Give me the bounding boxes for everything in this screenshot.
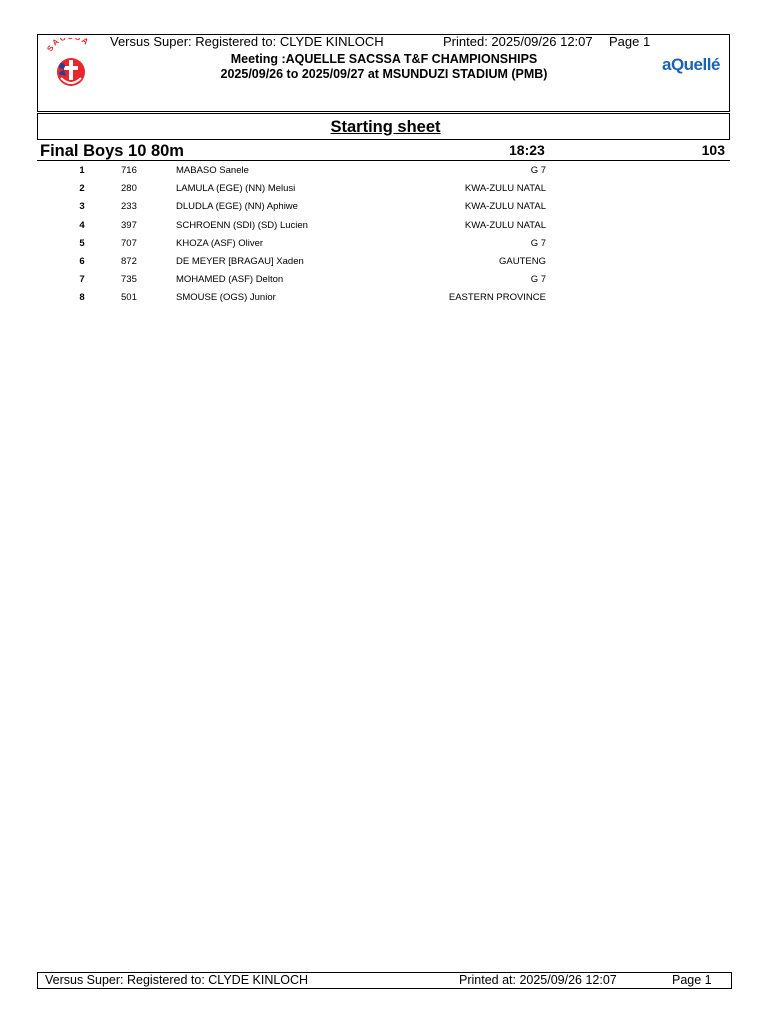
event-number: 103 xyxy=(701,142,725,158)
bib-number: 397 xyxy=(121,220,137,231)
team-name: G 7 xyxy=(530,238,546,249)
athlete-name: KHOZA (ASF) Oliver xyxy=(176,238,264,249)
entry-row xyxy=(0,274,768,292)
team-name: G 7 xyxy=(530,274,546,285)
bib-number: 735 xyxy=(121,274,137,285)
lane-number: 1 xyxy=(79,165,85,176)
footer-page: Page 1 xyxy=(672,973,712,987)
sheet-title: Starting sheet xyxy=(330,118,441,136)
entry-row xyxy=(0,256,768,274)
event-name: Final Boys 10 80m xyxy=(40,142,184,160)
aquelle-logo-text: aQuellé xyxy=(662,55,720,74)
sacssa-logo-text: SA A xyxy=(45,38,92,54)
team-name: KWA-ZULU NATAL xyxy=(464,220,546,231)
bib-number: 716 xyxy=(121,165,137,176)
bib-number: 501 xyxy=(121,292,137,303)
entry-row xyxy=(0,165,768,183)
athlete-name: DLUDLA (EGE) (NN) Aphiwe xyxy=(176,201,298,212)
bib-number: 233 xyxy=(121,201,137,212)
footer-registration: Versus Super: Registered to: CLYDE KINLOCH xyxy=(45,973,309,987)
entry-row xyxy=(0,220,768,238)
header-page: Page 1 xyxy=(609,34,651,49)
entry-row xyxy=(0,183,768,201)
team-name: KWA-ZULU NATAL xyxy=(464,183,546,194)
bib-number: 707 xyxy=(121,238,137,249)
lane-number: 5 xyxy=(79,238,85,249)
footer-box xyxy=(37,972,732,989)
athlete-name: DE MEYER [BRAGAU] Xaden xyxy=(176,256,304,267)
lane-number: 2 xyxy=(79,183,85,194)
lane-number: 7 xyxy=(79,274,85,285)
athlete-name: MOHAMED (ASF) Delton xyxy=(176,274,284,285)
header-printed: Printed: 2025/09/26 12:07 xyxy=(443,34,593,49)
bib-number: 280 xyxy=(121,183,137,194)
athlete-name: SCHROENN (SDI) (SD) Lucien xyxy=(176,220,308,231)
team-name: KWA-ZULU NATAL xyxy=(464,201,546,212)
entry-row xyxy=(0,292,768,310)
meeting-title: Meeting :AQUELLE SACSSA T&F CHAMPIONSHIPS xyxy=(230,52,538,66)
athlete-name: SMOUSE (OGS) Junior xyxy=(176,292,276,303)
svg-text:SACSSA xyxy=(45,38,91,53)
header-registration: Versus Super: Registered to: CLYDE KINLOCH xyxy=(110,34,384,49)
team-name: GAUTENG xyxy=(499,256,546,267)
team-name: G 7 xyxy=(530,165,546,176)
event-time: 18:23 xyxy=(509,142,545,158)
footer-printed: Printed at: 2025/09/26 12:07 xyxy=(459,973,617,987)
entry-row xyxy=(0,238,768,256)
athlete-name: MABASO Sanele xyxy=(176,165,249,176)
lane-number: 8 xyxy=(79,292,85,303)
bib-number: 872 xyxy=(121,256,137,267)
lane-number: 6 xyxy=(79,256,85,267)
team-name: EASTERN PROVINCE xyxy=(448,292,546,303)
athlete-name: LAMULA (EGE) (NN) Melusi xyxy=(176,183,296,194)
event-divider xyxy=(37,160,730,161)
lane-number: 3 xyxy=(79,201,85,212)
meeting-dates-venue: 2025/09/26 to 2025/09/27 at MSUNDUZI STADIUM (PMB) xyxy=(220,67,548,81)
lane-number: 4 xyxy=(79,220,85,231)
entry-row xyxy=(0,201,768,219)
